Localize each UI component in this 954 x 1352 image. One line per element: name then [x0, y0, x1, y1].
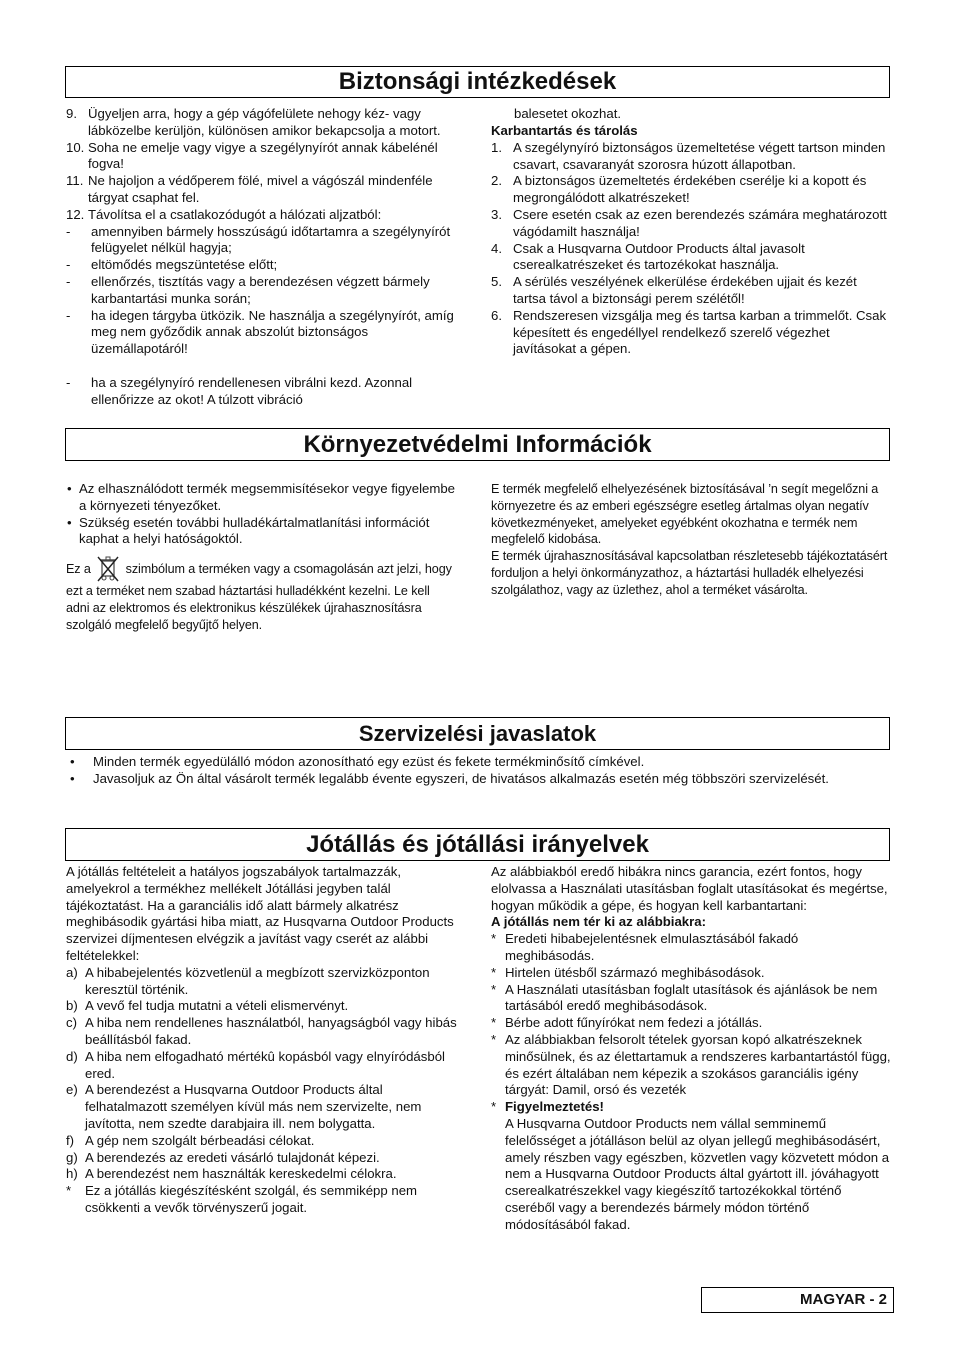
condition-text: A hibabejelentés közvetlenül a megbízott szervizközponton keresztül történik. — [85, 964, 430, 997]
warranty-condition: a) A hibabejelentés közvetlenül a megbízott szervizközponton keresztül történik. — [66, 964, 430, 997]
safety-left-column — [66, 106, 466, 358]
condition-text: Ez a jótállás kiegészítésként szolgál, és semmiképp nem csökkenti a vevők törvényszerű jogait. — [85, 1183, 418, 1215]
item-number: 9. — [66, 106, 77, 121]
section-header-safety: Biztonsági intézkedések — [65, 66, 890, 98]
warranty-condition: c) A hiba nem rendellenes használatból, hanyagságból vagy hibás beállításból fakad. — [66, 1015, 457, 1047]
dash-item: - ellenőrzés, tisztítás vagy a berendezésen végzett bármely karbantartási munka során; — [66, 273, 430, 306]
maintenance-item: 3. Csere esetén csak az ezen berendezés számára meghatározott vágódamilt használja! — [491, 206, 887, 239]
condition-text: A vevő fel tudja mutatni a vételi elismervényt. — [85, 998, 349, 1014]
safety-item — [66, 207, 466, 224]
service-list — [66, 754, 881, 788]
exclusion-text: Eredeti hibabejelentésnek elmulasztásából fakadó meghibásodás. — [505, 931, 799, 963]
maintenance-text: A szegélynyíró biztonságos üzemeltetése végett tartson minden csavart, csavaranyát szorosra húzott állapotban. — [513, 139, 886, 172]
item-text: Soha ne emelje vagy vigye a szegélynyírót annak kábelénél fogva! — [88, 139, 438, 172]
dash-text: ha idegen tárgyba ütközik. Ne használja a szegélynyírót, amíg meg nem győződik annak abszolút biztonságos üzemállapotáról! — [91, 307, 454, 357]
exclusion-item: * Hirtelen ütésből származó meghibásodások. — [491, 964, 765, 980]
environment-left-column — [66, 481, 456, 634]
maintenance-item: 4. Csak a Husqvarna Outdoor Products által javasolt cserealkatrészeket és tartozékokat használja. — [491, 240, 805, 273]
safety-dash-continued — [66, 375, 456, 409]
exclusion-item: * Bérbe adott fűnyírókat nem fedezi a jótállás. — [491, 1015, 763, 1031]
safety-dash-tail — [514, 106, 884, 123]
symbol-pre-text: Ez a — [66, 562, 91, 577]
maintenance-item: 1. A szegélynyíró biztonságos üzemeltetése végett tartson minden csavart, csavaranyát szorosra húzott állapotban. — [491, 139, 886, 172]
maintenance-item: 5. A sérülés veszélyének elkerülése érdekében ujjait és kezét tartsa távol a biztonsági perem szélétől! — [491, 274, 857, 306]
env-right-paragraph: E termék megfelelő elhelyezésének biztosításával ’n segít megelőzni a környezetre és az emberi egészségre esetleg ártalmas olyan negatív következményeket, amelyeket egyébként okozhatna e termék nem megfelelő kidobása. — [491, 482, 879, 547]
env-bullet-text: Szükség esetén további hulladékártalmatlanítási információt kaphat a helyi hatóságoktól. — [79, 514, 430, 547]
maintenance-text: Csak a Husqvarna Outdoor Products által javasolt cserealkatrészeket és tartozékokat használja. — [513, 240, 805, 273]
dash-item: - ha a szegélynyíró rendellenesen vibrálni kezd. Azonnal ellenőrizze az okot! A túlzott vibráció — [66, 375, 413, 407]
condition-text: A hiba nem elfogadható mértékû kopásból vagy elnyíródásból ered. — [85, 1048, 445, 1081]
safety-item — [66, 140, 466, 174]
warranty-condition: * Ez a jótállás kiegészítésként szolgál, és semmiképp nem csökkenti a vevők törvényszerű jogait. — [66, 1183, 418, 1215]
warranty-condition: h) A berendezést nem használták kereskedelmi célokra. — [66, 1166, 397, 1182]
service-bullet-text: Javasoljuk az Ön által vásárolt termék legalább évente egyszeri, de hivatásos alkalmazás esetén még többszöri szervizelését. — [93, 770, 829, 786]
maintenance-item: 2. A biztonságos üzemeltetés érdekében cserélje ki a kopott és megrongálódott alkatrészeket! — [491, 173, 867, 206]
service-bullet: • Minden termék egyedülálló módon azonosítható egy ezüst és fekete termékminősítő címkével. — [70, 754, 645, 769]
exclusion-text: Hirtelen ütésből származó meghibásodások. — [505, 964, 765, 980]
warranty-condition: g) A berendezés az eredeti vásárló tulajdonát képezi. — [66, 1149, 380, 1165]
environment-right-column — [491, 481, 891, 599]
warranty-right-intro: Az alábbiakból eredő hibákra nincs garancia, ezért fontos, hogy elolvassa a Használati utasításban foglalt utasításokat és megértse, hogyan működik a gépe, és hogyan kell karbantartani: — [491, 864, 888, 913]
item-number: 12. — [66, 206, 85, 222]
warning-item: * Figyelmeztetés! A Husqvarna Outdoor Products nem vállal semminemű felelősséget a jótálláson belül az olyan jellegű meghibásodásért, amely részben vagy egészben, közvetlen vagy közvetett módon a nem a Husqvarna Outdoor Products által gyártott ill. jóváhagyott cserealkatrészekkel vagy kiegészítő tartozékokkal történő cseréből vagy a berendezés bármely módon történő módosításából fakad. — [491, 1099, 890, 1232]
exclusion-text: Az alábbiakban felsorolt tételek gyorsan kopó alkatrészeknek minősülnek, és az élettartamuk a rendszeres karbantartástól függ, és ezért általában nem képezik a szokásos garanciális igény tárgyát: Damil, orsó és vezeték — [505, 1031, 891, 1098]
safety-right-column — [491, 123, 891, 358]
warranty-left-column — [66, 864, 462, 1217]
warranty-condition: b) A vevő fel tudja mutatni a vételi elismervényt. — [66, 998, 349, 1014]
exclusion-text: Bérbe adott fűnyírókat nem fedezi a jótállás. — [505, 1015, 763, 1031]
dash-item: - amennyiben bármely hosszúságú időtartamra a szegélynyírót felügyelet nélkül hagyja; — [66, 223, 451, 256]
maintenance-text: A sérülés veszélyének elkerülése érdekében ujjait és kezét tartsa távol a biztonsági perem szélétől! — [513, 274, 857, 306]
item-text: Ne hajoljon a védőperem fölé, mivel a vágószál mindenféle tárgyat csaphat fel. — [88, 173, 433, 205]
env-bullet: • Szükség esetén további hulladékártalmatlanítási információt kaphat a helyi hatóságoktól. — [67, 514, 430, 547]
section-header-environment: Környezetvédelmi Információk — [65, 428, 890, 461]
maintenance-item: 6. Rendszeresen vizsgálja meg és tartsa karban a trimmelőt. Csak képesített és engedéllyel rendelkező szerelő végezhet javításokat a gépen. — [491, 307, 887, 357]
condition-text: A gép nem szolgált bérbeadási célokat. — [85, 1132, 315, 1148]
service-bullet-text: Minden termék egyedülálló módon azonosítható egy ezüst és fekete termékminősítő címkével. — [93, 754, 645, 769]
warning-title: Figyelmeztetés! — [505, 1099, 604, 1115]
env-bullet-text: Az elhasználódott termék megsemmisítésekor vegye figyelembe a környezeti tényezőket. — [79, 481, 456, 513]
warranty-condition: f) A gép nem szolgált bérbeadási célokat. — [66, 1132, 315, 1148]
dash-tail-text: balesetet okozhat. — [514, 106, 622, 121]
dash-text: ha a szegélynyíró rendellenesen vibrálni kezd. Azonnal ellenőrizze az okot! A túlzott vibráció — [91, 375, 413, 407]
safety-item — [66, 173, 466, 207]
crossed-bin-icon — [96, 555, 120, 583]
condition-text: A berendezést nem használták kereskedelmi célokra. — [85, 1166, 397, 1182]
dash-text: eltömődés megszüntetése előtt; — [91, 257, 278, 273]
safety-item — [66, 106, 466, 140]
dash-item: - eltömődés megszüntetése előtt; — [66, 257, 278, 273]
warranty-condition: e) A berendezést a Husqvarna Outdoor Products által felhatalmazott személyen kívül más nem szervizelte, nem javította, nem szedte darabjaira ill. nem bolygatta. — [66, 1082, 422, 1131]
item-number: 10. — [66, 139, 85, 155]
maintenance-text: Csere esetén csak az ezen berendezés számára meghatározott vágódamilt használja! — [513, 206, 887, 239]
symbol-paragraph — [66, 555, 456, 633]
maintenance-title: Karbantartás és tárolás — [491, 123, 638, 138]
dash-text: ellenőrzés, tisztítás vagy a berendezésen végzett bármely karbantartási munka során; — [91, 273, 430, 306]
exclusions-title: A jótállás nem tér ki az alábbiakra: — [491, 914, 706, 930]
condition-text: A berendezést a Husqvarna Outdoor Products által felhatalmazott személyen kívül más nem szervizelte, nem javította, nem szedte darabjaira ill. nem bolygatta. — [85, 1082, 422, 1131]
condition-text: A berendezés az eredeti vásárló tulajdonát képezi. — [85, 1149, 380, 1165]
env-bullet: • Az elhasználódott termék megsemmisítésekor vegye figyelembe a környezeti tényezőket. — [67, 481, 456, 513]
exclusion-item: * Az alábbiakban felsorolt tételek gyorsan kopó alkatrészeknek minősülnek, és az élettartamuk a rendszeres karbantartástól függ, és ezért általában nem képezik a szokásos garanciális igény tárgyát: Damil, orsó és vezeték — [491, 1031, 891, 1098]
warranty-right-column — [491, 864, 891, 1234]
condition-text: A hiba nem rendellenes használatból, hanyagságból vagy hibás beállításból fakad. — [85, 1015, 457, 1047]
warranty-intro: A jótállás feltételeit a hatályos jogszabályok tartalmazzák, amelyekrol a termékhez mellékelt Jótállási jegyben talál tájékoztatást. Ha a garanciális idő alatt bármely alkatrész meghibásodik gyártási hiba miatt, az Husqvarna Outdoor Products szervizei díjmentesen elvégzik a javítást vagy cserét az alábbi feltételekkel: — [66, 864, 454, 963]
maintenance-text: Rendszeresen vizsgálja meg és tartsa karban a trimmelőt. Csak képesített és engedéllyel rendelkező szerelő végezhet javításokat a gépen. — [513, 307, 887, 357]
item-text: Távolítsa el a csatlakozódugót a hálózati aljzatból: — [88, 206, 382, 222]
item-text: Ügyeljen arra, hogy a gép vágófelülete nehogy kéz- vagy lábközelbe kerüljön, különösen amikor bekapcsolja a motort. — [88, 106, 441, 138]
exclusion-text: A Használati utasításban foglalt utasítások és ajánlások be nem tartásából eredő meghibásodások. — [505, 981, 878, 1014]
section-header-warranty: Jótállás és jótállási irányelvek — [65, 828, 890, 861]
warranty-condition: d) A hiba nem elfogadható mértékû kopásból vagy elnyíródásból ered. — [66, 1048, 445, 1081]
page-footer-label: MAGYAR - 2 — [701, 1287, 894, 1313]
item-number: 11. — [66, 173, 84, 189]
maintenance-text: A biztonságos üzemeltetés érdekében cserélje ki a kopott és megrongálódott alkatrészeket! — [513, 173, 867, 206]
dash-text: amennyiben bármely hosszúságú időtartamra a szegélynyírót felügyelet nélkül hagyja; — [91, 223, 451, 256]
env-right-paragraph: E termék újrahasznosításával kapcsolatban részletesebb tájékoztatásért forduljon a helyi önkormányzathoz, a háztartási hulladék elhelyezési szolgálathoz, vagy az üzlethez, ahol a terméket vásárolta. — [491, 549, 888, 597]
section-header-service: Szervizelési javaslatok — [65, 717, 890, 750]
service-bullet: • Javasoljuk az Ön által vásárolt termék legalább évente egyszeri, de hivatásos alkalmazás esetén még többszöri szervizelését. — [70, 770, 829, 786]
dash-item: - ha idegen tárgyba ütközik. Ne használja a szegélynyírót, amíg meg nem győződik annak abszolút biztonságos üzemállapotáról! — [66, 307, 454, 357]
warning-text: A Husqvarna Outdoor Products nem vállal semminemű felelősséget a jótálláson belül az olyan jellegű meghibásodásért, amely részben vagy egészben, közvetlen vagy közvetett módon a nem a Husqvarna Outdoor Products által gyártott ill. jóváhagyott cserealkatrészekkel vagy kiegészítő tartozékokkal történő cseréből vagy a berendezés bármely módon történő módosításából fakad. — [505, 1115, 890, 1232]
exclusion-item: * Eredeti hibabejelentésnek elmulasztásából fakadó meghibásodás. — [491, 931, 799, 963]
symbol-post-text: szimbólum a terméken vagy a csomagolásán azt jelzi, hogy ezt a terméket nem szabad háztartási hulladékként kezelni. Le kell adni az elektromos és elektronikus készülékek újrahasznosításra szolgáló megfelelő begyűjtő helyen. — [66, 562, 452, 632]
exclusion-item: * A Használati utasításban foglalt utasítások és ajánlások be nem tartásából eredő meghibásodások. — [491, 981, 878, 1014]
